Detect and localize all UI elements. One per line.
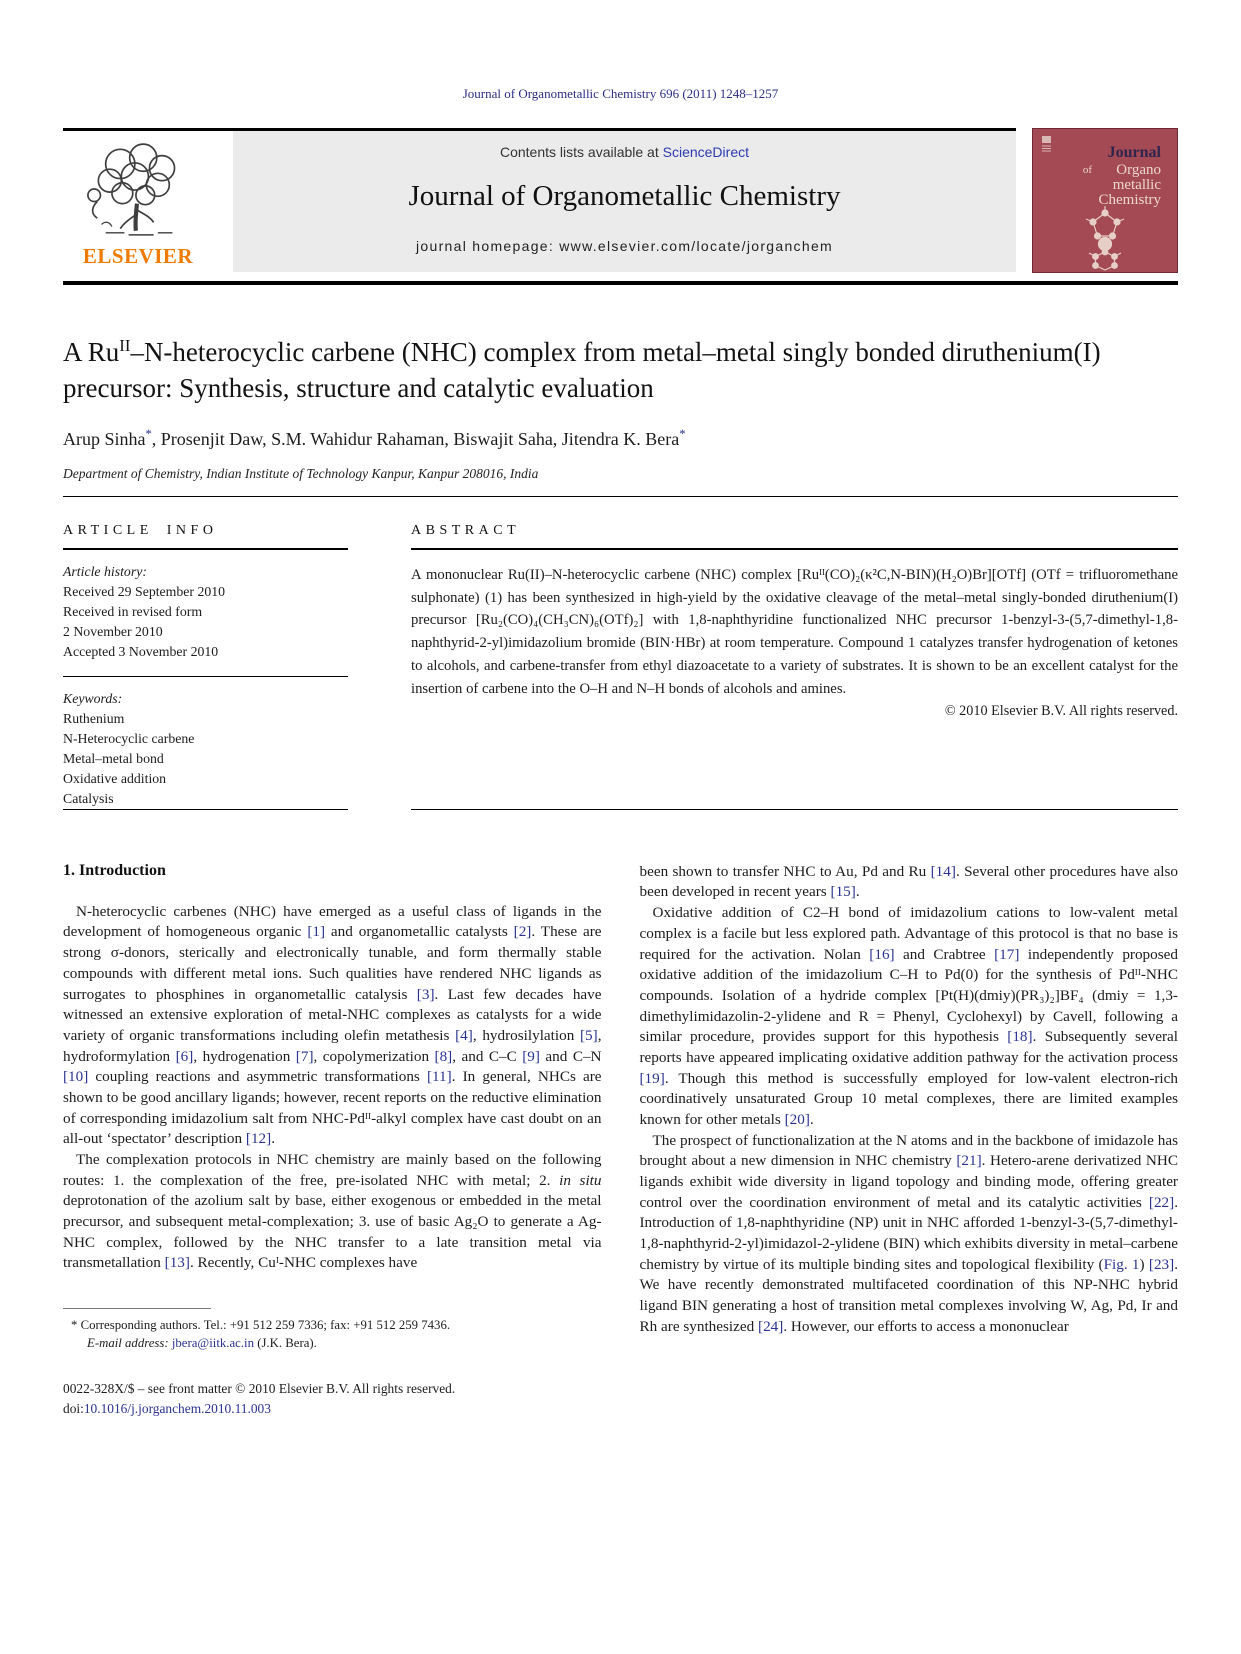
paragraph: [63, 1150, 602, 1274]
elsevier-logo[interactable]: [63, 131, 213, 272]
doi-link[interactable]: 10.1016/j.jorganchem.2010.11.003: [83, 1401, 271, 1417]
sciencedirect-link[interactable]: ScienceDirect: [662, 144, 749, 160]
keyword: Catalysis: [63, 790, 114, 806]
elsevier-logo-text: ELSEVIER: [82, 244, 194, 268]
abstract-text: A mononuclear Ru(II)–N-heterocyclic carbene (NHC) complex [Ruᴵᴵ(CO)₂(κ²C,N-BIN)(H₂O)Br][OTf] (OTf = trifluoromethane sulphonate) (1) has been synthesized in high-yield by the oxidative cleavage of the metal–metal singly-bonded diruthenium(I) precursor [Ru₂(CO)₄(CH₃CN)₆(OTf)₂] with 1,8-naphthyridine functionalized NHC precursor 1-benzyl-3-(5,7-dimethyl-1,8-naphthyrid-2-yl)imidazolium bromide (BIN·HBr) at room temperature. Compound 1 catalyzes transfer hydrogenation of ketones to alcohols, and carbene-transfer from ethyl diazoacetate to a variety of substrates. It is shown to be an excellent catalyst for the insertion of carbene into the O–H and N–H bonds of alcohols and amines.: [411, 566, 1178, 697]
paragraph: been shown to transfer NHC to Au, Pd and Ru [14]. Several other procedures have also been developed in recent years [15].: [639, 862, 1178, 901]
article-history-label: Article history:: [63, 563, 147, 579]
journal-cover-thumbnail[interactable]: [1032, 128, 1178, 278]
svg-text:Journal: Journal: [1107, 144, 1161, 161]
svg-text:Organo: Organo: [1116, 162, 1161, 178]
journal-header: [63, 128, 1178, 278]
keywords-list: [63, 689, 348, 809]
abstract-copyright: © 2010 Elsevier B.V. All rights reserved.: [944, 702, 1178, 719]
keyword: Oxidative addition: [63, 770, 167, 786]
email-link[interactable]: jbera@iitk.ac.in: [171, 1336, 254, 1351]
footnote-email: [87, 1334, 602, 1353]
paragraph: The prospect of functionalization at the N atoms and in the backbone of imidazole has brought about a new dimension in NHC chemistry [21]. Hetero-arene derivatized NHC ligands exhibit wide diversity in ligand topology and binding mode, offering greater control over the coordination environment of metal and its catalytic activities [22]. Introduction of 1,8-naphthyridine (NP) unit in NHC afforded 1-benzyl-3-(5,7-dimethyl-1,8-naphthyrid-2-yl)imidazol-2-ylidene (BIN) which exhibits diversity in metal–carbene chemistry by virtue of its multiple binding sites and topological flexibility (Fig. 1) [23]. We have recently demonstrated multifaceted coordination of this NP-NHC hybrid ligand BIN generating a host of transition metal complexes involving W, Ag, Pd, Ir and Rh are synthesized [24]. However, our efforts to access a mononuclear: [639, 1131, 1178, 1335]
journal-banner-area: [63, 128, 1016, 272]
article-info-heading: ARTICLE INFO: [63, 522, 218, 538]
article-info-section: [63, 523, 348, 810]
article-history: [63, 562, 348, 662]
paragraph: Oxidative addition of C2–H bond of imidazolium cations to low-valent metal complex is a facile but less explored path. Advantage of this protocol is that no base is required for the activation. Nolan [16] and Crabtree [17] independently proposed oxidative addition of the imidazolium C–H to Pd(0) for the synthesis of Pdᴵᴵ-NHC compounds. Isolation of a hydride complex [Pt(H)(dmiy)(PR₃)₂]BF₄ (dmiy = 1,3-dimethylimidazolin-2-ylidene and R = Phenyl, Cyclohexyl) by Cavell, following a similar procedure, provides support for this hypothesis [18]. Subsequently several reports have appeared implicating oxidative addition pathway for the activation process [19]. Though this method is successfully employed for low-valent electron-rich coordinatively unsaturated Group 10 metal complexes, there are limited examples known for other metals [20].: [639, 904, 1178, 1128]
section-heading-introduction: 1. Introduction: [63, 861, 166, 879]
issn-line: 0022-328X/$ – see front matter © 2010 Elsevier B.V. All rights reserved.: [63, 1381, 456, 1396]
keywords-rule: [63, 676, 348, 677]
body-right-column: [640, 862, 1179, 1353]
journal-homepage-link[interactable]: journal homepage: www.elsevier.com/locate/jorganchem: [415, 238, 833, 254]
article-info-rule: [63, 548, 348, 550]
abstract-section: [411, 523, 1178, 810]
doi-line: [63, 1399, 1178, 1419]
paragraph-italic-text: in situ: [559, 1171, 602, 1189]
keyword: Metal–metal bond: [63, 750, 164, 766]
email-label: E-mail address:: [87, 1336, 169, 1351]
footnote-rule: [63, 1308, 211, 1309]
email-suffix: (J.K. Bera).: [257, 1336, 317, 1351]
footnote-corresponding-authors: * Corresponding authors. Tel.: +91 512 259 7336; fax: +91 512 259 7436.: [71, 1317, 451, 1332]
journal-banner: [233, 131, 1016, 272]
journal-title: Journal of Organometallic Chemistry: [408, 180, 841, 212]
paragraph: N-heterocyclic carbenes (NHC) have emerged as a useful class of ligands in the development of homogeneous organic [1] and organometallic catalysts [2]. These are strong σ-donors, sterically and electronically tunable, and form thermally stable compounds with different metal ions. Such qualities have rendered NHC ligands as surrogates to phosphines in organometallic catalysis [3]. Last few decades have witnessed an extensive exploration of metal-NHC complexes as catalysts for a wide variety of organic transformations including olefin metathesis [4], hydrosilylation [5], hydroformylation [6], hydrogenation [7], copolymerization [8], and C–C [9] and C–N [10] coupling reactions and asymmetric transformations [11]. In general, NHCs are shown to be good ancillary ligands; however, recent reports on the reductive elimination of corresponding imidazolium salt from NHC-Pdᴵᴵ-alkyl complex have cast doubt on an all-out ‘spectator’ description [12].: [63, 902, 602, 1148]
contents-line: [233, 144, 1016, 160]
elsevier-tree-icon: [79, 141, 197, 237]
history-line: 2 November 2010: [63, 623, 163, 639]
front-matter-note: [63, 1379, 1178, 1419]
keyword: Ruthenium: [63, 710, 125, 726]
corresponding-author-asterisk[interactable]: *: [679, 426, 686, 441]
author-name: Arup Sinha: [63, 428, 146, 449]
history-line: Received in revised form: [63, 603, 203, 619]
contents-line-text: Contents lists available at: [499, 144, 663, 160]
svg-text:of: of: [1082, 164, 1092, 176]
history-line: Accepted 3 November 2010: [63, 643, 219, 659]
svg-text:Chemistry: Chemistry: [1098, 192, 1161, 208]
journal-citation: Journal of Organometallic Chemistry 696 (2011) 1248–1257: [462, 86, 779, 101]
abstract-heading: ABSTRACT: [411, 522, 521, 538]
article-authors: [63, 427, 1178, 450]
corresponding-author-asterisk[interactable]: *: [145, 426, 152, 441]
svg-text:metallic: metallic: [1112, 177, 1161, 193]
history-line: Received 29 September 2010: [63, 583, 226, 599]
doi-label: doi:: [63, 1401, 84, 1417]
paragraph-text: The complexation protocols in NHC chemistry are mainly based on the following routes: 1. the complexation of the free, pre-isolated NHC with metal; 2.: [63, 1150, 602, 1189]
author-names: , Prosenjit Daw, S.M. Wahidur Rahaman, Biswajit Saha, Jitendra K. Bera: [151, 428, 680, 449]
keywords-label: Keywords:: [63, 690, 123, 706]
footnote: [63, 1308, 602, 1353]
body-left-column: [63, 862, 602, 1353]
paragraph-text: deprotonation of the azolium salt by base, either exogenous or embedded in the metal precursor, and subsequent metal-complexation; 3. use of basic Ag₂O to generate a Ag-NHC complex, followed by the NHC transfer to a late transition metal via transmetallation [13]. Recently, Cuᴵ-NHC complexes have: [63, 1192, 602, 1272]
article-affiliation: Department of Chemistry, Indian Institute of Technology Kanpur, Kanpur 208016, India: [63, 465, 539, 481]
article-title: A $Ru^{II}-N$-heterocyclic carbene (NHC) complex from metal–metal singly bonded diruthenium(I) precursor: Synthesis, structure and catalytic evaluation: [63, 336, 1101, 403]
keyword: N-Heterocyclic carbene: [63, 730, 195, 746]
abstract-rule: [411, 548, 1178, 550]
